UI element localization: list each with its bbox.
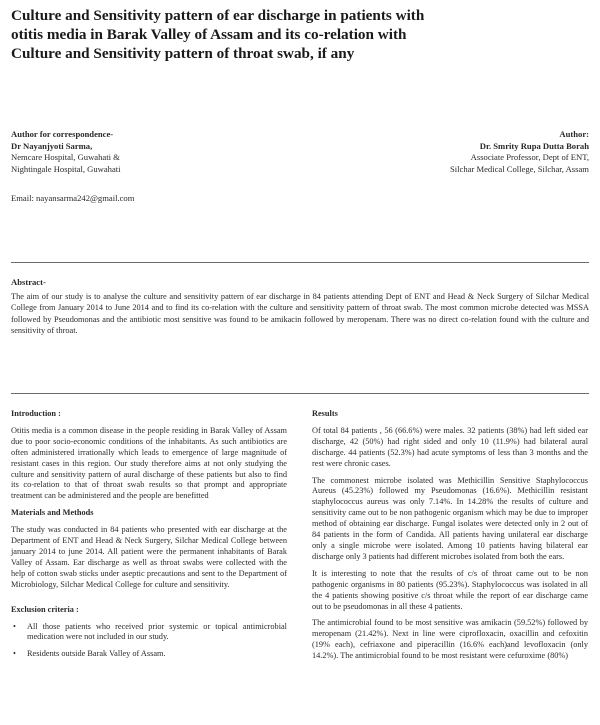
abstract-heading: Abstract-	[11, 277, 46, 287]
right-column	[312, 409, 588, 668]
list-item-text: Residents outside Barak Valley of Assam.	[27, 649, 166, 659]
results-paragraph: It is interesting to note that the results of c/s of throat came out to be non pathogenic organisms in 80 patients (95.23%). Staphylococcus was isolated in all the 4 patients showing positive c/s throat while the report of ear discharge came out to be pseudomonas in all these 4 patients.	[312, 568, 588, 611]
list-item	[11, 649, 287, 660]
methods-heading: Materials and Methods	[11, 508, 94, 518]
list-item-text: All those patients who received prior systemic or topical antimicrobial medication were not included in our study.	[27, 621, 287, 642]
results-paragraph: Of total 84 patients , 56 (66.6%) were males. 32 patients (38%) had left sided ear discharge, 42 (50%) had right sided and only 10 (11.9%) had bilateral aural discharge. 44 patients (52.3%) had acute symptoms of less than 3 months and the rest were chronic cases.	[312, 425, 588, 468]
author-affiliation: Silchar Medical College, Silchar, Assam	[449, 163, 589, 174]
title-line: Culture and Sensitivity pattern of ear discharge in patients with	[11, 7, 425, 24]
corresponding-author-affiliation: Nemcare Hospital, Guwahati &	[11, 152, 120, 162]
exclusion-heading: Exclusion criteria :	[11, 604, 79, 614]
corresponding-author-name: Dr Nayanjyoti Sarma,	[11, 140, 93, 151]
corresponding-author-heading: Author for correspondence-	[11, 129, 114, 139]
methods-body: The study was conducted in 84 patients who presented with ear discharge at the Department of ENT and Head & Neck Surgery, Silchar Medical College between january 2014 to june 2014. All patient were the permanent inhabitants of Barak Valley of Assam. Ear discharge as well as throat swabs were collected with the help of cotton swab sticks under aseptic precautions and sent to the Department of Microbiology, Silchar Medical College for culture and sensitivity.	[11, 525, 287, 589]
title-line: Culture and Sensitivity pattern of throat swab, if any	[11, 45, 355, 62]
corresponding-author-block	[11, 129, 121, 175]
list-item	[11, 622, 287, 644]
abstract-body: The aim of our study is to analyse the culture and sensitivity pattern of ear discharge in 84 patients attending Dept of ENT and Head & Neck Surgery of Silchar Medical College from January 2014 to June 2014 and to find its co-relation with the culture and sensitivity pattern of throat swab. The most common microbe detected was MSSA followed by Pseudomonas and the antibiotic most sensitive was found to be amikacin followed by meropenam. There was no direct co-relation found with the culture and sensitivity of throat.	[11, 292, 589, 336]
contact-email: Email: nayansarma242@gmail.com	[11, 193, 135, 203]
title-line: otitis media in Barak Valley of Assam and its co-relation with	[11, 26, 407, 43]
results-paragraph: The commonest microbe isolated was Methicillin Sensitive Staphylococcus Aureus (45.23%) followed my Pseudomonas (16.6%). Methicillin resistant staphylococcus aureus was only 7.14%. In 14.28% the results of culture and sensitivity came out to be non pathogenic organism which may be due to improper method of obtaining ear discharge. Fungal isolates were detected only in 2 out of 84 patients in the form of Candida. All patients having unilateral ear discharge only a single microbe were isolated. Among 10 patients having bilateral ear discharge only 3 patients had different microbes isolated from both the ears.	[312, 475, 588, 561]
results-paragraph: The antimicrobial found to be most sensitive was amikacin (59.52%) followed by meropenam (21.42%). Next in line were ciprofloxacin, oxacillin and cefoxitin (19% each), cefriaxone and piperacillin (16.6% each)and levofloxacin (only 14.2%). The antimicrobial found to be most resistant were cefuroxime (80%)	[312, 618, 588, 661]
author-heading: Author:	[559, 129, 589, 139]
left-column	[11, 409, 287, 666]
exclusion-list	[11, 622, 287, 661]
divider-bottom	[11, 393, 589, 394]
bullet-icon: •	[13, 621, 16, 631]
corresponding-author-affiliation: Nightingale Hospital, Guwahati	[11, 163, 121, 174]
results-heading: Results	[312, 409, 338, 418]
author-affiliation: Associate Professor, Dept of ENT,	[470, 152, 589, 162]
introduction-heading: Introduction :	[11, 409, 61, 418]
bullet-icon: •	[13, 649, 16, 659]
introduction-body: Otitis media is a common disease in the people residing in Barak Valley of Assam due to poor socio-economic conditions of the inhabitants. As such antibiotics are often administered irrationally which leads to emergence of large magnitude of resistant cases in this region. Our study therefore aims at not only studying the culture and sensitivity pattern of aural discharge of these patients but also to find its co-relation to that of throat swab results so that prompt and appropriate treatment can be administered and the people are benefitted	[11, 425, 287, 501]
paper-title	[11, 6, 591, 63]
author-name: Dr. Smrity Rupa Dutta Borah	[479, 140, 589, 151]
author-block	[450, 129, 589, 175]
divider-top	[11, 262, 589, 263]
